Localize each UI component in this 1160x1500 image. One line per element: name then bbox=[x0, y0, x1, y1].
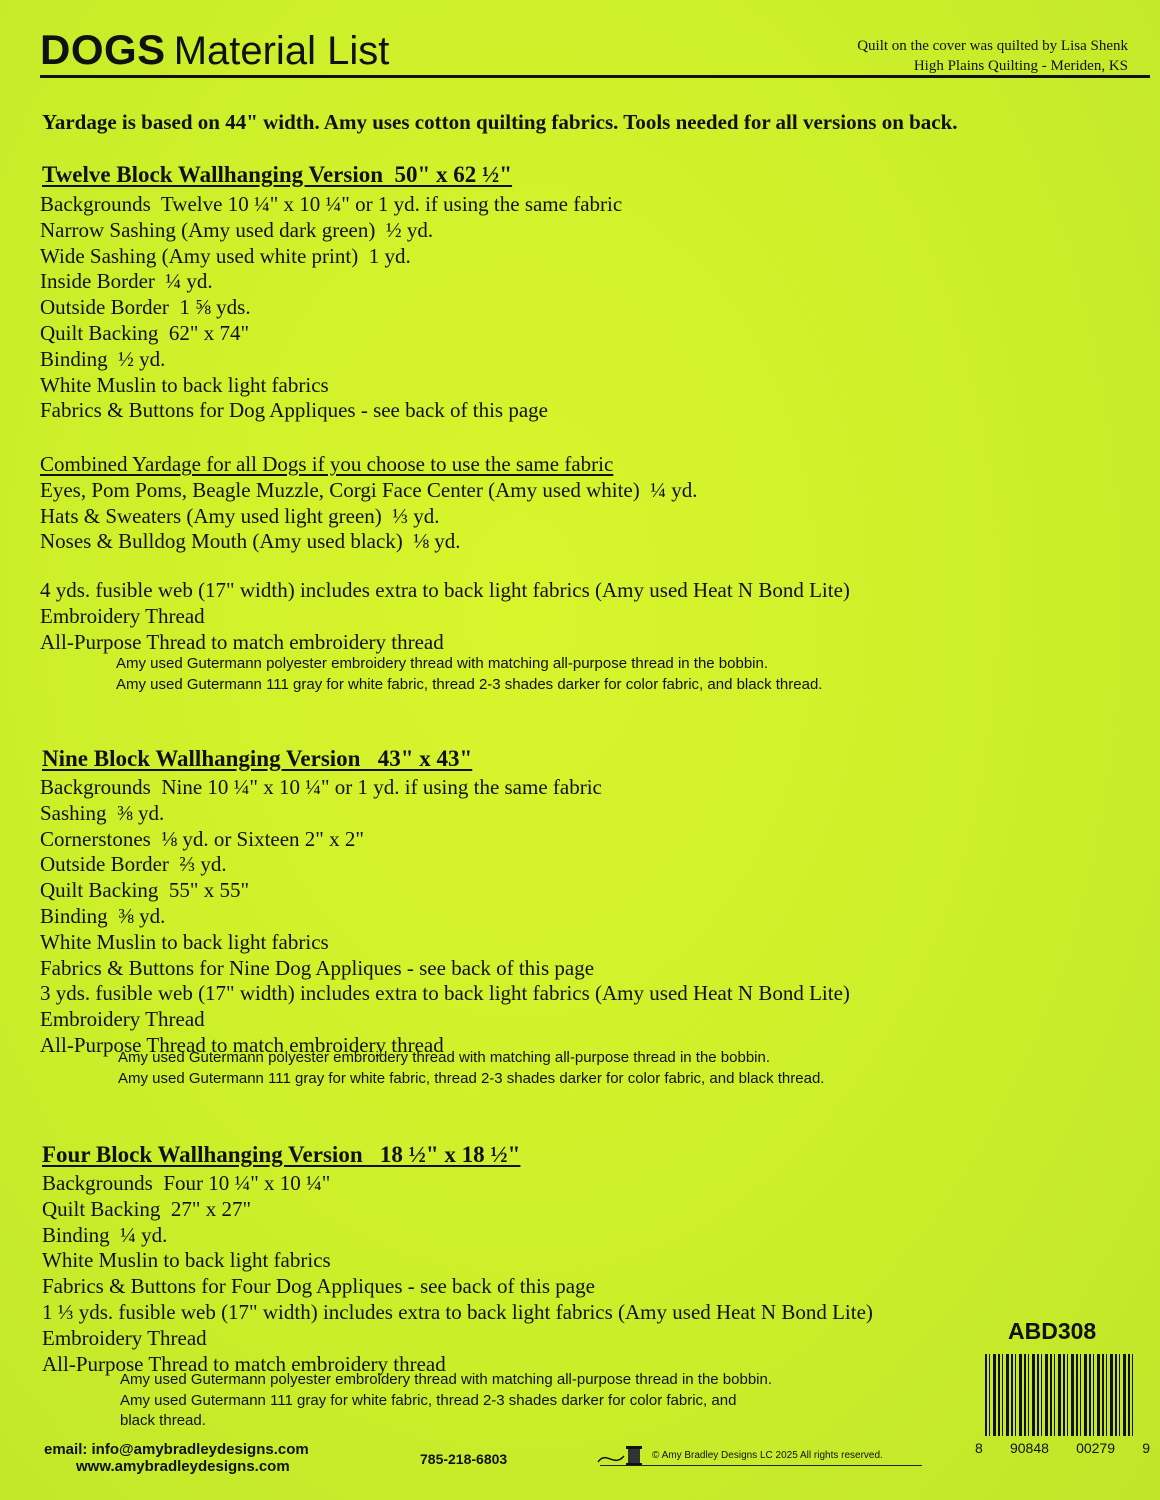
list-item: Embroidery Thread bbox=[40, 1007, 205, 1032]
combined-yardage-list bbox=[40, 452, 698, 555]
yardage-intro: Yardage is based on 44" width. Amy uses cotton quilting fabrics. Tools needed for all versions on back. bbox=[42, 110, 958, 134]
email-link[interactable]: email: info@amybradleydesigns.com bbox=[44, 1441, 309, 1458]
list-item: Fabrics & Buttons for Dog Appliques - see back of this page bbox=[40, 398, 548, 423]
barcode-digit-group: 8 bbox=[975, 1440, 983, 1456]
twelve-thread-list bbox=[40, 578, 850, 655]
list-item: Hats & Sweaters (Amy used light green) ⅓ yd. bbox=[40, 503, 440, 528]
list-item: Cornerstones ⅛ yd. or Sixteen 2" x 2" bbox=[40, 826, 364, 851]
website-link[interactable]: www.amybradleydesigns.com bbox=[76, 1458, 290, 1475]
list-item: Fabrics & Buttons for Four Dog Appliques - see back of this page bbox=[42, 1274, 595, 1299]
list-item: 3 yds. fusible web (17" width) includes extra to back light fabrics (Amy used Heat N Bond Lite) bbox=[40, 981, 850, 1006]
list-item: Backgrounds Nine 10 ¼" x 10 ¼" or 1 yd. if using the same fabric bbox=[40, 775, 602, 799]
nine-thread-notes bbox=[118, 1048, 824, 1089]
twelve-block-list bbox=[40, 192, 622, 424]
combined-yardage-heading: Combined Yardage for all Dogs if you choose to use the same fabric bbox=[40, 452, 614, 476]
list-item: Quilt Backing 62" x 74" bbox=[40, 320, 250, 345]
list-item: 1 ⅓ yds. fusible web (17" width) includes extra to back light fabrics (Amy used Heat N Bond Lite) bbox=[42, 1299, 873, 1324]
list-item: Binding ¼ yd. bbox=[42, 1222, 168, 1247]
twelve-thread-notes bbox=[116, 654, 822, 695]
list-item: Eyes, Pom Poms, Beagle Muzzle, Corgi Face Center (Amy used white) ¼ yd. bbox=[40, 477, 698, 502]
copyright-notice: © Amy Bradley Designs LC 2025 All rights reserved. bbox=[652, 1450, 883, 1461]
list-item: Quilt Backing 55" x 55" bbox=[40, 878, 250, 903]
list-item: Narrow Sashing (Amy used dark green) ½ yd. bbox=[40, 217, 434, 242]
title-material-list: Material List bbox=[173, 29, 390, 73]
list-item: Binding ⅜ yd. bbox=[40, 903, 166, 928]
spool-icon bbox=[596, 1440, 648, 1475]
list-item: Noses & Bulldog Mouth (Amy used black) ⅛ yd. bbox=[40, 529, 461, 554]
list-item: All-Purpose Thread to match embroidery thread bbox=[40, 629, 444, 654]
list-item: All-Purpose Thread to match embroidery thread bbox=[42, 1351, 446, 1376]
list-item: White Muslin to back light fabrics bbox=[40, 372, 329, 397]
list-item: Wide Sashing (Amy used white print) 1 yd. bbox=[40, 243, 411, 268]
note-line: Amy used Gutermann 111 gray for white fabric, thread 2-3 shades darker for color fabric, and black thread. bbox=[116, 675, 823, 693]
list-item: Outside Border 1 ⅝ yds. bbox=[40, 295, 251, 320]
barcode bbox=[985, 1354, 1133, 1436]
credit-line-1: Quilt on the cover was quilted by Lisa Shenk bbox=[857, 38, 1128, 54]
list-item: Fabrics & Buttons for Nine Dog Appliques - see back of this page bbox=[40, 955, 595, 980]
list-item: Binding ½ yd. bbox=[40, 346, 166, 371]
nine-block-heading: Nine Block Wallhanging Version 43" x 43" bbox=[42, 746, 473, 771]
product-code: ABD308 bbox=[1008, 1318, 1097, 1344]
barcode-digit-group: 9 bbox=[1142, 1440, 1150, 1456]
list-item: Backgrounds Four 10 ¼" x 10 ¼" bbox=[42, 1171, 331, 1195]
list-item: Quilt Backing 27" x 27" bbox=[42, 1196, 252, 1221]
list-item: White Muslin to back light fabrics bbox=[40, 929, 329, 954]
list-item: 4 yds. fusible web (17" width) includes extra to back light fabrics (Amy used Heat N Bond Lite) bbox=[40, 578, 850, 602]
page-title bbox=[40, 26, 389, 74]
note-line: Amy used Gutermann 111 gray for white fabric, thread 2-3 shades darker for color fabric, and black thread. bbox=[118, 1069, 825, 1087]
list-item: Embroidery Thread bbox=[42, 1325, 207, 1350]
list-item: White Muslin to back light fabrics bbox=[42, 1248, 331, 1273]
footer-rule bbox=[600, 1465, 922, 1466]
note-line: Amy used Gutermann polyester embroidery thread with matching all-purpose thread in the bobbin. bbox=[120, 1371, 773, 1388]
nine-block-list bbox=[40, 775, 850, 1059]
title-dogs: DOGS bbox=[40, 26, 166, 73]
note-line: Amy used Gutermann polyester embroidery thread with matching all-purpose thread in the bobbin. bbox=[116, 655, 769, 672]
barcode-digit-group: 90848 bbox=[1009, 1440, 1049, 1456]
four-thread-notes bbox=[120, 1370, 772, 1432]
note-line: Amy used Gutermann polyester embroidery thread with matching all-purpose thread in the bobbin. bbox=[118, 1049, 771, 1066]
contact-info bbox=[44, 1441, 309, 1475]
barcode-digits bbox=[975, 1440, 1150, 1456]
note-line: Amy used Gutermann 111 gray for white fabric, thread 2-3 shades darker for color fabric, and bbox=[120, 1391, 737, 1409]
quilter-credit bbox=[857, 36, 1128, 76]
list-item: Outside Border ⅔ yd. bbox=[40, 852, 227, 877]
barcode-digit-group: 00279 bbox=[1076, 1440, 1116, 1456]
list-item: Inside Border ¼ yd. bbox=[40, 269, 213, 294]
twelve-block-heading: Twelve Block Wallhanging Version 50" x 62 ½" bbox=[42, 162, 513, 187]
four-block-list bbox=[42, 1171, 873, 1377]
list-item: Backgrounds Twelve 10 ¼" x 10 ¼" or 1 yd. if using the same fabric bbox=[40, 192, 623, 216]
note-line: black thread. bbox=[120, 1412, 206, 1429]
four-block-heading: Four Block Wallhanging Version 18 ½" x 18 ½" bbox=[42, 1142, 521, 1167]
credit-line-2: High Plains Quilting - Meriden, KS bbox=[913, 58, 1128, 74]
phone-number: 785-218-6803 bbox=[420, 1451, 508, 1467]
list-item: Embroidery Thread bbox=[40, 603, 205, 628]
list-item: All-Purpose Thread to match embroidery thread bbox=[40, 1032, 444, 1057]
list-item: Sashing ⅜ yd. bbox=[40, 800, 165, 825]
